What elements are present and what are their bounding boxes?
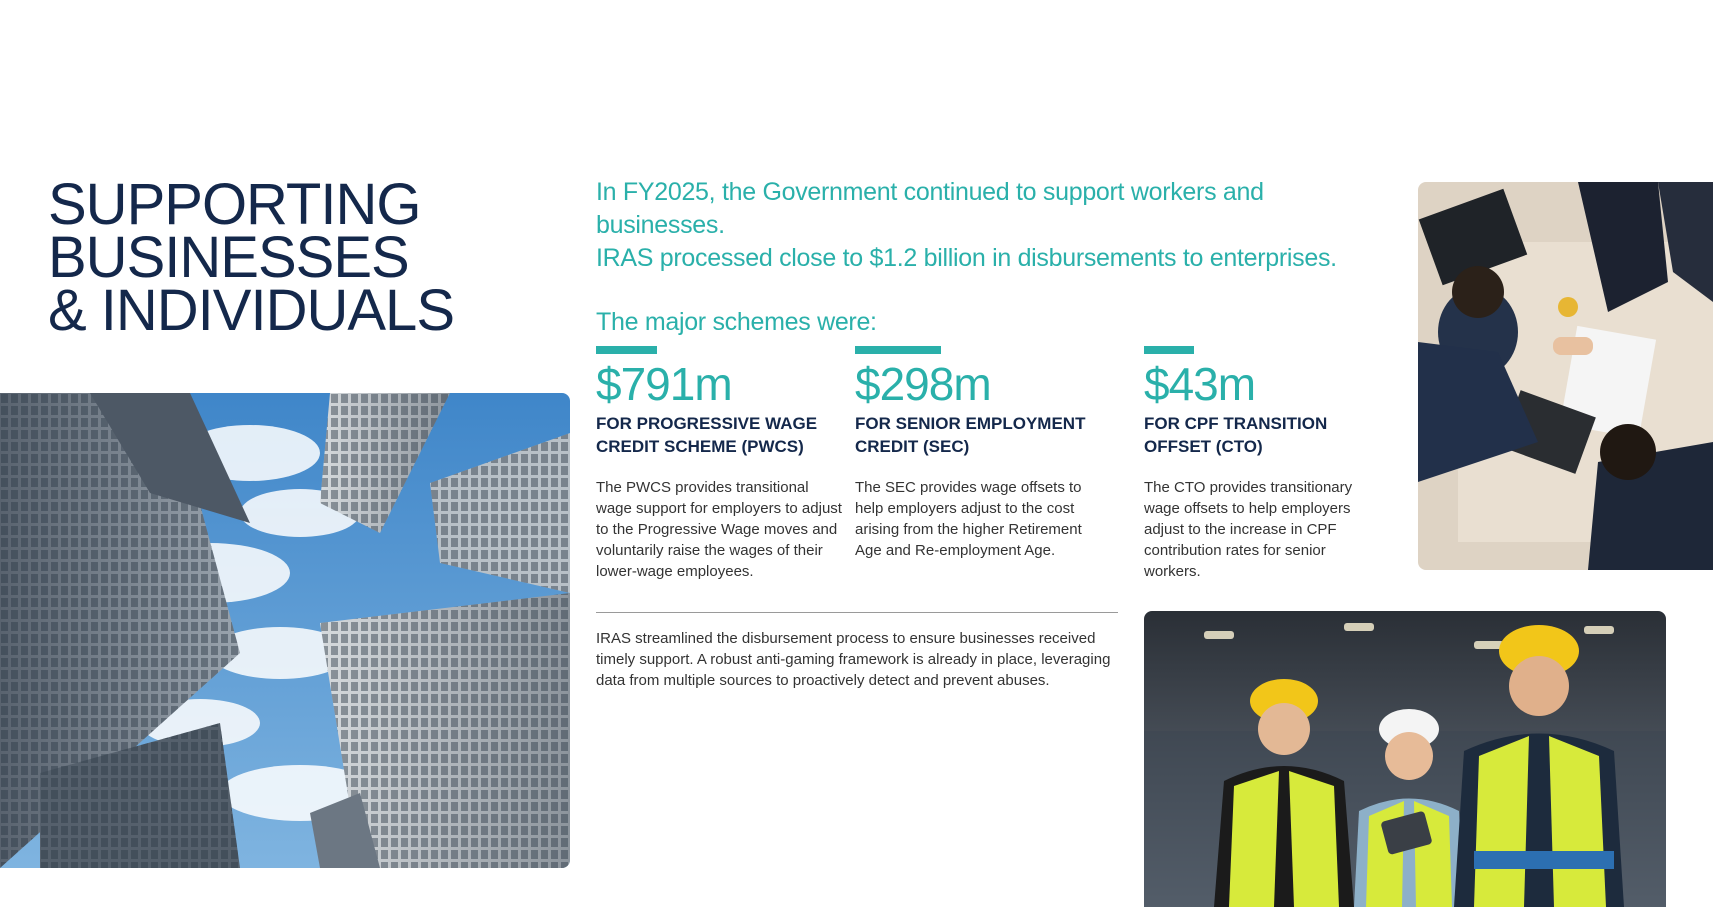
scheme-description: The SEC provides wage offsets to help employers adjust to the cost arising from the higher Retirement Age and Re-employment Age. [855, 479, 1082, 559]
scheme-label: FOR PROGRESSIVE WAGE CREDIT SCHEME (PWCS) [596, 414, 818, 456]
accent-bar [596, 346, 657, 354]
intro-line-1: In FY2025, the Government continued to support workers and businesses. [596, 178, 1264, 239]
scheme-pwcs [596, 346, 846, 582]
section-divider [596, 612, 1118, 613]
major-schemes-heading: The major schemes were: [596, 308, 877, 336]
closing-paragraph: IRAS streamlined the disbursement process to ensure businesses received timely support. A robust anti-gaming framework is already in place, leveraging data from multiple sources to proactively detect and prevent abuses. [596, 630, 1111, 689]
accent-bar [855, 346, 941, 354]
business-meeting-photo [1418, 182, 1713, 570]
intro-line-2: IRAS processed close to $1.2 billion in disbursements to enterprises. [596, 244, 1337, 272]
workers-photo [1144, 611, 1666, 907]
scheme-label: FOR CPF TRANSITION OFFSET (CTO) [1144, 414, 1328, 456]
scheme-amount: $43m [1144, 358, 1256, 410]
scheme-amount: $298m [855, 358, 991, 410]
intro-block [596, 176, 1396, 339]
page-title [48, 172, 454, 343]
scheme-description: The PWCS provides transitional wage support for employers to adjust to the Progressive Wage moves and voluntarily raise the wages of their lower-wage employees. [596, 479, 842, 580]
page-title-line-3: & INDIVIDUALS [48, 278, 454, 343]
scheme-cto [1144, 346, 1364, 582]
scheme-description: The CTO provides transitionary wage offsets to help employers adjust to the increase in CPF contribution rates for senior workers. [1144, 479, 1353, 580]
page-title-line-2: BUSINESSES [48, 225, 409, 290]
accent-bar [1144, 346, 1194, 354]
scheme-label: FOR SENIOR EMPLOYMENT CREDIT (SEC) [855, 414, 1086, 456]
scheme-sec [855, 346, 1105, 561]
scheme-amount: $791m [596, 358, 732, 410]
skyscrapers-photo [0, 393, 570, 868]
page-title-line-1: SUPPORTING [48, 172, 421, 237]
